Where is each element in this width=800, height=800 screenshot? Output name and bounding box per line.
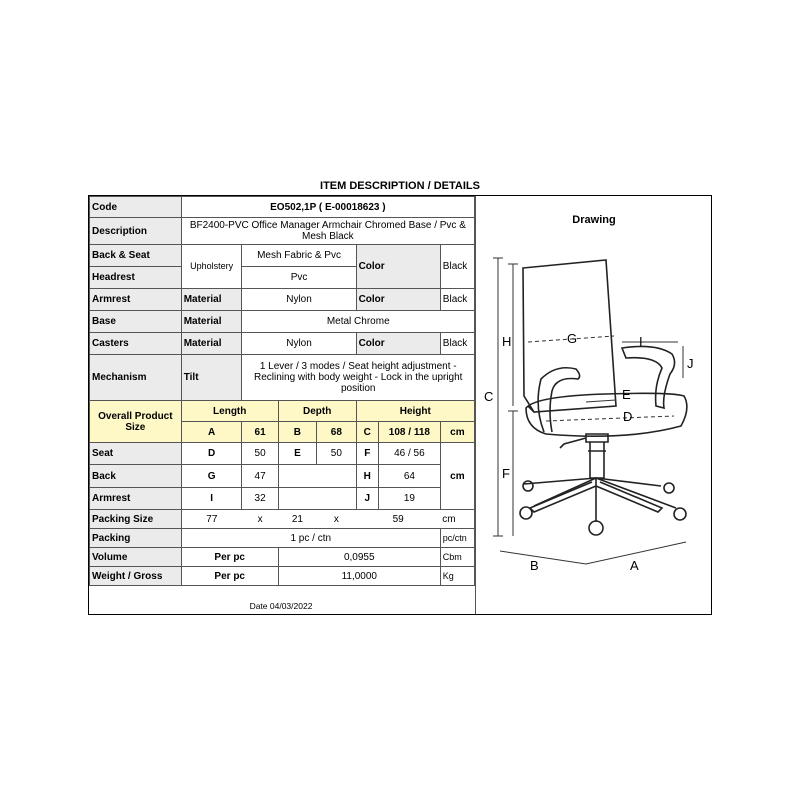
back-size-row [90, 465, 475, 488]
caster [674, 508, 686, 520]
size-unit: cm [440, 443, 474, 510]
dim-h-label: H [502, 334, 512, 349]
armrest-size-label: Armrest [90, 488, 182, 510]
back-seat-label: Back & Seat [90, 245, 182, 267]
armrest-label: Armrest [90, 289, 182, 311]
dim-i-value: 32 [242, 488, 278, 510]
dim-e-letter: E [278, 443, 316, 465]
upholstery-label: Upholstery [181, 245, 242, 289]
dim-i-label: I [639, 334, 643, 349]
armrest-material-label: Material [181, 289, 242, 311]
packing-size-row [90, 510, 475, 529]
dim-a-label: A [630, 558, 639, 573]
packing-length: 77 [181, 510, 242, 529]
chair-outline [520, 260, 687, 535]
packing-width: 21 [278, 510, 316, 529]
seat-size-label: Seat [90, 443, 182, 465]
packing-size-label: Packing Size [90, 510, 182, 529]
dim-j-value: 19 [378, 488, 440, 510]
back-seat-color: Black [440, 245, 474, 289]
spec-sheet [88, 195, 712, 615]
dim-b-letter: B [278, 422, 316, 443]
volume-value: 0,0955 [278, 548, 440, 567]
overall-unit: cm [440, 422, 474, 443]
casters-color: Black [440, 333, 474, 355]
dim-a-letter: A [181, 422, 242, 443]
dim-d-line [546, 416, 674, 421]
spec-table [89, 196, 475, 586]
volume-label: Volume [90, 548, 182, 567]
casters-material: Nylon [242, 333, 356, 355]
dim-i-letter: I [181, 488, 242, 510]
description-row [90, 218, 475, 245]
dim-e-label: E [622, 387, 631, 402]
packing-height: 59 [356, 510, 440, 529]
gas-column [590, 442, 604, 478]
dim-f-label: F [502, 466, 510, 481]
description-value: BF2400-PVC Office Manager Armchair Chromed Base / Pvc & Mesh Black [181, 218, 474, 245]
dim-h-letter: H [356, 465, 378, 488]
weight-value: 11,0000 [278, 567, 440, 586]
armrest-row [90, 289, 475, 311]
packing-unit: pc/ctn [440, 529, 474, 548]
dim-c-letter: C [356, 422, 378, 443]
depth-header: Depth [278, 401, 356, 422]
size-header-row [90, 401, 475, 422]
seat-size-row [90, 443, 475, 465]
drawing-panel [475, 196, 712, 614]
dim-a-value: 61 [242, 422, 278, 443]
weight-label: Weight / Gross [90, 567, 182, 586]
back-seat-row [90, 245, 475, 267]
packing-x2: x [317, 510, 356, 529]
mechanism-value: 1 Lever / 3 modes / Seat height adjustment - Reclining with body weight - Lock in the upright position [242, 355, 475, 401]
height-header: Height [356, 401, 474, 422]
dim-j-letter: J [356, 488, 378, 510]
sheet-title: ITEM DESCRIPTION / DETAILS [320, 180, 480, 192]
weight-per: Per pc [181, 567, 278, 586]
dim-c-label: C [484, 389, 494, 404]
dim-c-line [493, 258, 503, 536]
dim-f-value: 46 / 56 [378, 443, 440, 465]
dim-e-line [586, 400, 616, 402]
armrest-size-row [90, 488, 475, 510]
packing-x1: x [242, 510, 278, 529]
dim-d-letter: D [181, 443, 242, 465]
weight-row [90, 567, 475, 586]
caster [520, 507, 532, 519]
back-size-label: Back [90, 465, 182, 488]
casters-material-label: Material [181, 333, 242, 355]
armrest-color: Black [440, 289, 474, 311]
dim-g-label: G [567, 331, 578, 346]
dim-ab-line [500, 542, 686, 564]
volume-unit: Cbm [440, 548, 474, 567]
weight-unit: Kg [440, 567, 474, 586]
overall-size-label: Overall Product Size [90, 401, 182, 443]
dim-d-value: 50 [242, 443, 278, 465]
dim-d-label: D [623, 409, 633, 424]
dim-j-label: J [687, 356, 694, 371]
dim-e-value: 50 [317, 443, 356, 465]
mechanism-row [90, 355, 475, 401]
volume-row [90, 548, 475, 567]
headrest-material: Pvc [242, 267, 356, 289]
armrest-material: Nylon [242, 289, 356, 311]
chair-drawing [486, 246, 706, 586]
armrest-depth-empty [278, 488, 356, 510]
caster [589, 521, 603, 535]
base-row [90, 311, 475, 333]
base-material-label: Material [181, 311, 242, 333]
dim-g-letter: G [181, 465, 242, 488]
volume-per: Per pc [181, 548, 278, 567]
dim-b-value: 68 [317, 422, 356, 443]
base-material: Metal Chrome [242, 311, 475, 333]
dim-c-value: 108 / 118 [378, 422, 440, 443]
caster [664, 483, 674, 493]
code-value: EO502,1P ( E-00018623 ) [181, 197, 474, 218]
headrest-label: Headrest [90, 267, 182, 289]
code-row [90, 197, 475, 218]
back-seat-material: Mesh Fabric & Pvc [242, 245, 356, 267]
description-label: Description [90, 218, 182, 245]
dim-g-value: 47 [242, 465, 278, 488]
casters-row [90, 333, 475, 355]
casters-color-label: Color [356, 333, 440, 355]
drawing-title: Drawing [572, 214, 616, 226]
casters-label: Casters [90, 333, 182, 355]
dim-b-label: B [530, 558, 539, 573]
armrest-color-label: Color [356, 289, 440, 311]
back-seat-color-label: Color [356, 245, 440, 289]
mechanism-label: Mechanism [90, 355, 182, 401]
mechanism-type: Tilt [181, 355, 242, 401]
dim-h-value: 64 [378, 465, 440, 488]
packing-row [90, 529, 475, 548]
base-label: Base [90, 311, 182, 333]
date-footer: Date 04/03/2022 [249, 601, 313, 611]
length-header: Length [181, 401, 278, 422]
star-base [524, 478, 676, 522]
dim-f-letter: F [356, 443, 378, 465]
caster [523, 481, 533, 491]
packing-value: 1 pc / ctn [181, 529, 440, 548]
packing-size-unit: cm [440, 510, 474, 529]
back-depth-empty [278, 465, 356, 488]
code-label: Code [90, 197, 182, 218]
packing-label: Packing [90, 529, 182, 548]
